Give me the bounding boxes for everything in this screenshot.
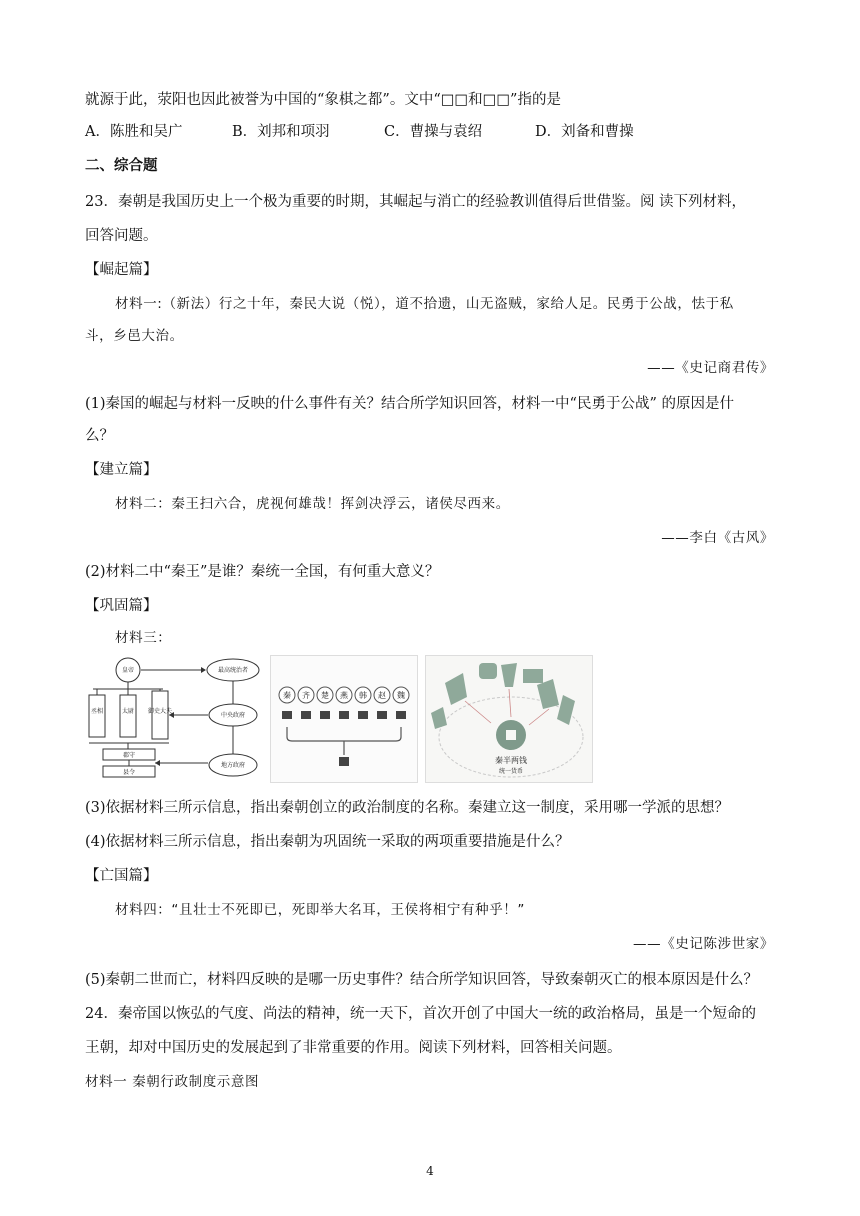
section-heading: 二、综合题 xyxy=(85,157,158,174)
state-name: 魏 xyxy=(397,691,405,700)
chancellor-label: 丞相 xyxy=(90,708,104,715)
yushi-label: 御史大夫 xyxy=(147,708,173,715)
currency-caption: 统一货币 xyxy=(498,768,524,775)
option-b: B．刘邦和项羽 xyxy=(232,124,330,140)
unified-currency-figure xyxy=(425,655,593,783)
page-number: 4 xyxy=(426,1164,434,1178)
xianling-label: 县令 xyxy=(122,769,136,776)
unified-script-figure xyxy=(270,655,418,783)
question-24-material-one: 材料一 秦朝行政制度示意图 xyxy=(85,1074,260,1090)
option-c: C．曹操与袁绍 xyxy=(384,124,483,140)
question-22-stem-end: 就源于此，荥阳也因此被誉为中国的“象棋之都”。文中“□□和□□”指的是 xyxy=(85,92,561,108)
material-three-label: 材料三： xyxy=(115,630,172,646)
question-23-stem: 23．秦朝是我国历史上一个极为重要的时期，其崛起与消亡的经验教训值得后世借鉴。阅 读下列材料， xyxy=(85,194,747,210)
question-23-1: (1)秦国的崛起与材料一反映的什么事件有关？结合所学知识回答，材料一中“民勇于公战” 的原因是什 xyxy=(85,396,734,412)
subheading-build: 【建立篇】 xyxy=(85,462,158,478)
question-23-stem-cont: 回答问题。 xyxy=(85,228,158,244)
material-one: 材料一:（新法）行之十年，秦民大说（悦），道不拾遗，山无盗贼，家给人足。民勇于公战，怯于私 xyxy=(115,296,734,312)
state-name: 韩 xyxy=(359,691,367,700)
option-d: D．刘备和曹操 xyxy=(535,124,634,140)
state-name: 齐 xyxy=(302,691,310,700)
question-24-stem-cont: 王朝，却对中国历史的发展起到了非常重要的作用。阅读下列材料，回答相关问题。 xyxy=(85,1040,622,1056)
question-23-1-cont: 么？ xyxy=(85,428,114,444)
question-23-5: (5)秦朝二世而亡，材料四反映的是哪一历史事件？结合所学知识回答，导致秦朝灭亡的根本原因是什么？ xyxy=(85,972,759,988)
state-name: 楚 xyxy=(321,691,329,700)
subheading-consolidate: 【巩固篇】 xyxy=(85,598,158,614)
emperor-label: 皇帝 xyxy=(121,667,135,674)
question-23-4: (4)依据材料三所示信息，指出秦朝为巩固统一采取的两项重要措施是什么？ xyxy=(85,834,570,850)
coin-label: 秦半两钱 xyxy=(495,756,527,765)
question-24-stem: 24．秦帝国以恢弘的气度、尚法的精神，统一天下，首次开创了中国大一统的政治格局，虽是一个短命的 xyxy=(85,1006,756,1022)
state-name: 赵 xyxy=(378,691,386,700)
subheading-rise: 【崛起篇】 xyxy=(85,262,158,278)
local-label: 地方政府 xyxy=(220,762,246,769)
subheading-fall: 【亡国篇】 xyxy=(85,868,158,884)
central-label: 中央政府 xyxy=(220,712,246,719)
material-two-source: ——李白《古风》 xyxy=(661,530,774,546)
admin-system-diagram xyxy=(85,655,263,783)
material-one-cont: 斗，乡邑大治。 xyxy=(85,328,184,344)
junshou-label: 郡守 xyxy=(122,752,136,759)
state-name: 燕 xyxy=(340,691,348,700)
option-a: A．陈胜和吴广 xyxy=(85,124,183,140)
material-one-source: ——《史记商君传》 xyxy=(647,360,774,376)
material-four: 材料四：“且壮士不死即已，死即举大名耳，王侯将相宁有种乎！” xyxy=(115,902,525,918)
material-two: 材料二：秦王扫六合，虎视何雄哉！挥剑决浮云，诸侯尽西来。 xyxy=(115,496,510,512)
state-name: 秦 xyxy=(283,691,291,700)
material-four-source: ——《史记陈涉世家》 xyxy=(633,936,774,952)
supreme-label: 最高统治者 xyxy=(217,667,249,674)
taiwei-label: 太尉 xyxy=(121,708,135,715)
question-23-2: (2)材料二中“秦王”是谁？秦统一全国，有何重大意义？ xyxy=(85,564,440,580)
question-23-3: (3)依据材料三所示信息，指出秦朝创立的政治制度的名称。秦建立这一制度，采用哪一学派的思想？ xyxy=(85,800,730,816)
